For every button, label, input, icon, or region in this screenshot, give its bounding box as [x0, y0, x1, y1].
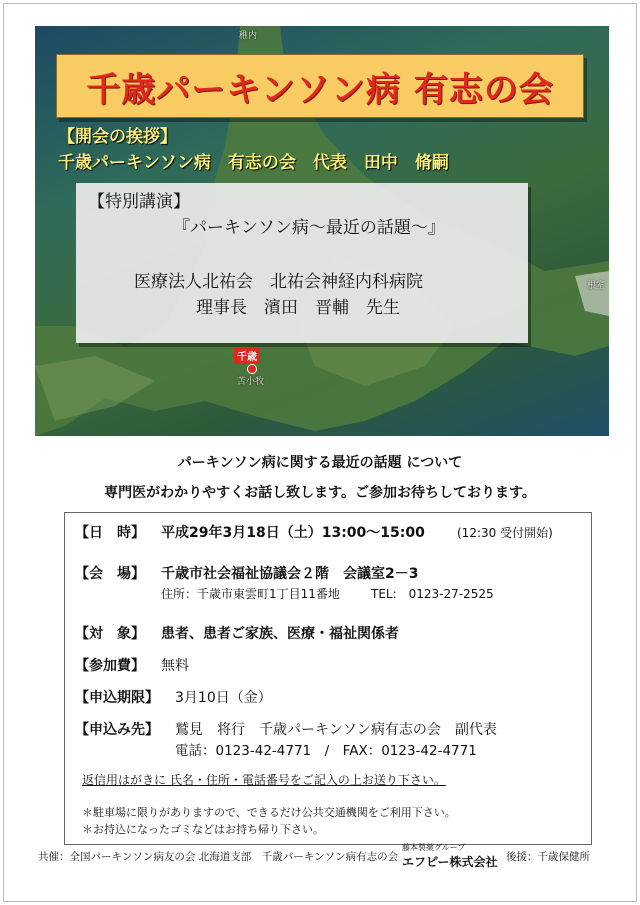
lecture-header: 【特別講演】 — [88, 192, 190, 212]
date-row — [75, 522, 553, 542]
deadline-value: 3月10日（金） — [175, 690, 272, 706]
supporter: 後援：千歳保健所 — [506, 851, 590, 863]
reply-postcard-notice: 返信用はがきに 氏名・住所・電話番号をご記入の上お送り下さい。 — [82, 773, 446, 787]
contact-phone-fax: 電話：0123-42-4771 / FAX：0123-42-4771 — [175, 743, 477, 759]
lecture-topic: 『パーキンソン病～最近の話題～』 — [173, 218, 445, 238]
chitose-map-label: 千歳 — [234, 347, 260, 364]
venue-address: 住所：千歳市東雲町1丁目11番地 — [161, 587, 340, 601]
fee-row — [75, 655, 189, 675]
date-label: 【日 時】 — [75, 525, 145, 541]
speaker-name: 理事長 濱田 晋輔 先生 — [196, 298, 400, 318]
special-lecture-box — [76, 183, 528, 343]
sponsor-group-name: 藤本製薬グループ — [402, 843, 466, 852]
greeting-header: 【開会の挨拶】 — [58, 127, 177, 147]
venue-tel: TEL: 0123-27-2525 — [371, 587, 494, 601]
map-label-tomakomai: 苫小牧 — [237, 377, 265, 387]
title-box — [56, 54, 584, 118]
opening-greeting — [58, 124, 449, 176]
sponsor-logo — [402, 842, 498, 870]
page-title: 千歳パーキンソン病 有志の会 — [86, 69, 554, 110]
fee-label: 【参加費】 — [75, 658, 145, 674]
venue-row — [75, 563, 419, 583]
co-organizers: 共催：全国パーキンソン病友の会 北海道支部 千歳パーキンソン病有志の会 — [38, 851, 399, 863]
venue-value: 千歳市社会福祉協議会２階 会議室2－3 — [161, 566, 419, 582]
target-row — [75, 623, 399, 643]
contact-label: 【申込み先】 — [75, 722, 159, 738]
sponsor-company-name: エフピー株式会社 — [402, 855, 498, 869]
date-value: 平成29年3月18日（土）13:00～15:00 — [161, 525, 425, 541]
greeting-speaker: 千歳パーキンソン病 有志の会 代表 田中 脩嗣 — [58, 153, 449, 173]
location-pin-icon — [247, 364, 257, 374]
deadline-row — [75, 687, 272, 707]
target-label: 【対 象】 — [75, 626, 145, 642]
intro-line-1: パーキンソン病に関する最近の話題 について — [177, 455, 463, 471]
contact-value: 鷲見 将行 千歳パーキンソン病有志の会 副代表 — [175, 722, 497, 738]
map-label-wakkanai: 稚内 — [239, 31, 258, 41]
event-details-box — [64, 512, 592, 845]
map-label-nemuro: 根室 — [587, 281, 606, 291]
fee-value: 無料 — [161, 658, 189, 674]
reception-note: (12:30 受付開始) — [457, 526, 553, 540]
garbage-note: ＊お持込になったゴミなどはお持ち帰り下さい。 — [82, 823, 324, 836]
intro-line-2: 専門医がわかりやすくお話し致します。ご参加お待ちしております。 — [104, 485, 536, 501]
speaker-affiliation: 医療法人北祐会 北祐会神経内科病院 — [134, 272, 423, 292]
parking-note: ＊駐車場に限りがありますので、できるだけ公共交通機関をご利用下さい。 — [82, 806, 456, 819]
venue-label: 【会 場】 — [75, 566, 145, 582]
contact-row — [75, 719, 497, 739]
deadline-label: 【申込期限】 — [75, 690, 159, 706]
target-value: 患者、患者ご家族、医療・福祉関係者 — [161, 626, 399, 642]
